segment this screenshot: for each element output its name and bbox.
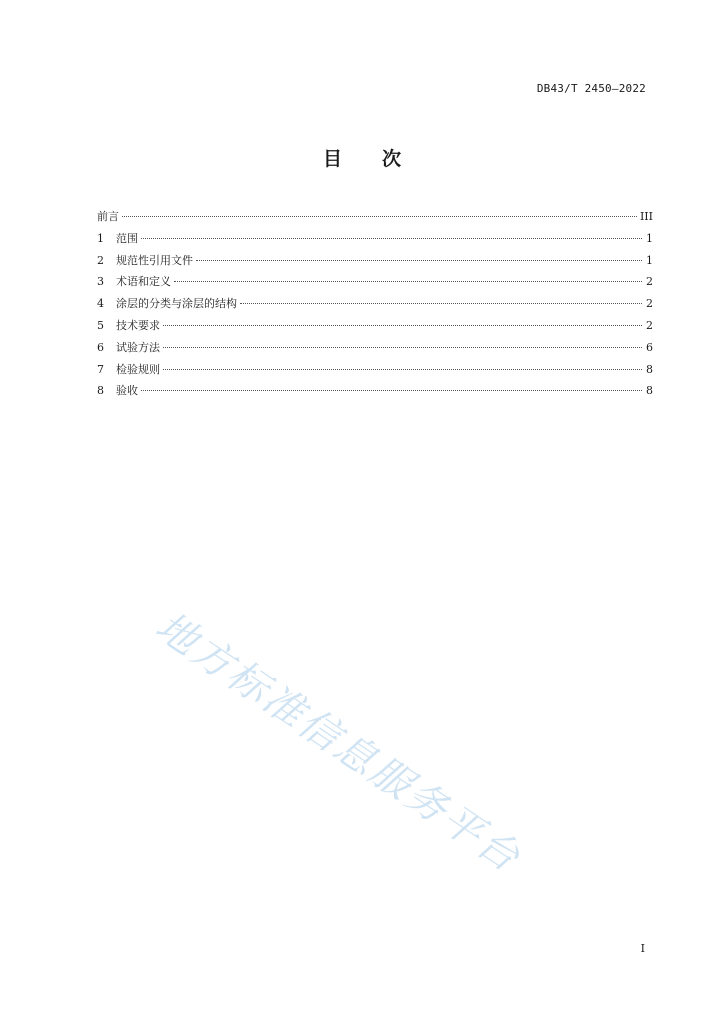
dot-leader	[163, 369, 642, 370]
toc-entry-number: 6	[97, 340, 104, 354]
title-char-2: 次	[382, 148, 402, 170]
dot-leader	[163, 325, 642, 326]
toc-entry-number: 2	[97, 253, 104, 267]
toc-entry-5[interactable]	[97, 315, 653, 337]
dot-leader	[196, 260, 642, 261]
toc-entry-page: III	[639, 210, 653, 223]
toc-entry-8[interactable]	[97, 380, 653, 402]
toc-entry-label: 范围	[116, 231, 138, 245]
page-title	[0, 144, 724, 171]
toc-entry-number: 3	[97, 275, 104, 289]
toc-entry-label: 试验方法	[116, 340, 160, 354]
toc-entry-7[interactable]	[97, 359, 653, 381]
toc-entry-foreword[interactable]	[97, 206, 653, 228]
dot-leader	[141, 390, 642, 391]
toc-entry-1[interactable]	[97, 228, 653, 250]
toc-entry-number: 8	[97, 384, 104, 398]
toc-entry-label: 规范性引用文件	[116, 253, 193, 267]
dot-leader	[240, 303, 642, 304]
toc-entry-page: 1	[646, 253, 653, 267]
toc-entry-label: 前言	[97, 210, 119, 223]
dot-leader	[163, 347, 642, 348]
toc-entry-number: 1	[97, 231, 104, 245]
toc-entry-4[interactable]	[97, 293, 653, 315]
title-char-1: 目	[322, 148, 342, 170]
toc-entry-label: 术语和定义	[116, 275, 171, 289]
dot-leader	[141, 238, 642, 239]
toc-entry-3[interactable]	[97, 271, 653, 293]
toc-entry-2[interactable]	[97, 250, 653, 272]
page-number: I	[640, 942, 645, 955]
toc-entry-page: 2	[646, 318, 653, 332]
dot-leader	[122, 216, 637, 217]
toc-entry-number: 7	[97, 362, 104, 376]
watermark: 地方标准信息服务平台	[147, 603, 530, 883]
table-of-contents	[97, 206, 653, 402]
toc-entry-number: 4	[97, 297, 104, 311]
document-id: DB43/T 2450—2022	[536, 82, 646, 95]
toc-entry-page: 2	[646, 275, 653, 289]
toc-entry-label: 技术要求	[116, 318, 160, 332]
toc-entry-page: 8	[646, 362, 653, 376]
toc-entry-label: 检验规则	[116, 362, 160, 376]
toc-entry-label: 验收	[116, 384, 138, 398]
toc-entry-page: 2	[646, 297, 653, 311]
toc-entry-page: 6	[646, 340, 653, 354]
toc-entry-page: 8	[646, 384, 653, 398]
toc-entry-label: 涂层的分类与涂层的结构	[116, 297, 237, 311]
dot-leader	[174, 281, 642, 282]
toc-entry-number: 5	[97, 318, 104, 332]
toc-entry-page: 1	[646, 231, 653, 245]
toc-entry-6[interactable]	[97, 337, 653, 359]
